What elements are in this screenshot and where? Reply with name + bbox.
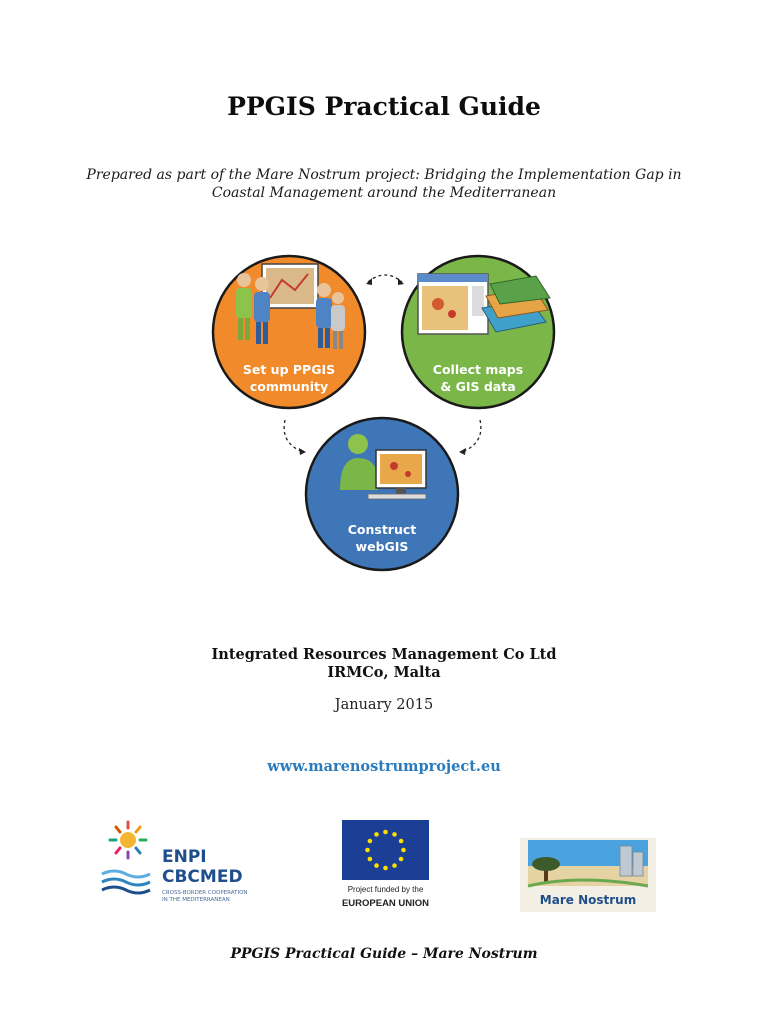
eu-funding-logo (338, 818, 433, 912)
eu-caption-1: Project funded by the (347, 885, 424, 894)
step-1-line-2: community (249, 379, 329, 394)
map-layers-icon (418, 274, 550, 334)
eu-flag (342, 820, 429, 880)
step-2-line-2: & GIS data (440, 379, 516, 394)
step-setup-community (213, 256, 365, 408)
project-website-link[interactable]: www.marenostrumproject.eu (267, 758, 501, 775)
subtitle (84, 166, 684, 202)
enpi-cbcmed-logo (100, 818, 250, 908)
sea-waves-icon (102, 871, 150, 893)
mare-nostrum-logo (520, 838, 656, 912)
organization (0, 646, 768, 682)
step-construct-webgis (306, 418, 458, 570)
enpi-tagline-1: CROSS-BORDER COOPERATION (162, 890, 248, 896)
arrow-left (284, 420, 303, 452)
cbcmed-text: CBCMED (162, 867, 243, 887)
enpi-text: ENPI (162, 847, 207, 867)
page-footer: PPGIS Practical Guide – Mare Nostrum (230, 946, 538, 962)
arrow-right (462, 420, 481, 452)
subtitle-line-2: Coastal Management around the Mediterranean (211, 185, 557, 201)
step-2-line-1: Collect maps (432, 362, 524, 377)
mare-nostrum-text: Mare Nostrum (539, 893, 637, 907)
org-name: Integrated Resources Management Co Ltd (211, 646, 557, 663)
arrow-top (368, 275, 402, 282)
sun-icon (110, 822, 146, 858)
publication-date: January 2015 (334, 697, 434, 713)
ppgis-process-diagram (200, 238, 570, 578)
eu-caption-2: EUROPEAN UNION (341, 898, 430, 909)
org-location: IRMCo, Malta (327, 664, 441, 681)
step-1-line-1: Set up PPGIS (242, 362, 336, 377)
enpi-tagline-2: IN THE MEDITERRANEAN (162, 897, 230, 903)
step-3-line-2: webGIS (355, 539, 409, 554)
page-title: PPGIS Practical Guide (227, 92, 541, 121)
step-collect-maps (402, 256, 554, 408)
subtitle-line-1: Prepared as part of the Mare Nostrum project: Bridging the Implementation Gap in (86, 167, 682, 183)
step-3-line-1: Construct (347, 522, 417, 537)
